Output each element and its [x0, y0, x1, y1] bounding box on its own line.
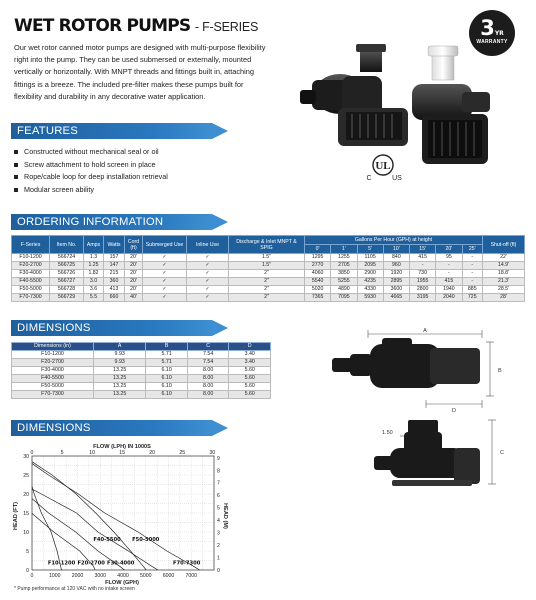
table-cell: 5540: [305, 278, 331, 286]
table-cell: F70-7300: [12, 294, 50, 302]
table-cell: 660: [104, 294, 125, 302]
curves-heading: DIMENSIONS: [11, 420, 212, 436]
warranty-years: $3^{YR}$: [480, 16, 504, 40]
right-tick-label: 8: [217, 468, 220, 475]
table-cell: 2095: [357, 262, 383, 270]
table-cell: 5.71: [146, 351, 188, 359]
table-cell: -: [462, 254, 483, 262]
table-row: [12, 383, 271, 391]
series-label: F30-4000: [107, 560, 135, 567]
col-gph-group: Gallons Per Hour (GPH) at height: [305, 236, 483, 245]
table-cell: 4060: [305, 270, 331, 278]
table-cell: 2": [229, 278, 305, 286]
table-cell: 4890: [331, 286, 357, 294]
series-label: F70-7300: [173, 560, 201, 567]
chart-y-axis-label-right: HEAD (M): [222, 503, 228, 529]
series-label: F10-1200: [47, 560, 76, 567]
top-tick-label: 10: [89, 450, 95, 456]
right-tick-label: 1: [217, 555, 220, 562]
table-cell: 7.54: [187, 359, 229, 367]
y-tick-label: 25: [23, 473, 29, 479]
table-cell: ✓: [187, 294, 229, 302]
table-row: [12, 254, 525, 262]
table-cell: 2900: [357, 270, 383, 278]
table-cell: ✓: [187, 270, 229, 278]
table-cell: ✓: [143, 262, 187, 270]
table-cell: 3.40: [229, 351, 271, 359]
table-cell: 2895: [383, 278, 409, 286]
table-cell: 1255: [331, 254, 357, 262]
table-cell: 5.71: [146, 359, 188, 367]
table-cell: 21.3': [483, 278, 525, 286]
ordering-table: [11, 235, 525, 302]
table-cell: 1.5": [229, 254, 305, 262]
table-cell: -: [462, 278, 483, 286]
dimensions-header-row: [12, 343, 271, 351]
table-cell: 2": [229, 286, 305, 294]
table-cell: 566724: [50, 254, 84, 262]
col-discharge: Discharge & Inlet MNPT & SPIG: [229, 236, 305, 254]
right-tick-label: 0: [217, 568, 220, 574]
table-cell: 20': [125, 286, 143, 294]
x-tick-label: 2000: [71, 573, 84, 579]
title-main: WET ROTOR PUMPS: [14, 16, 191, 36]
table-cell: F40-5500: [12, 375, 94, 383]
table-cell: 2705: [331, 262, 357, 270]
x-tick-label: 6000: [162, 573, 175, 579]
dim-label-c: C: [500, 450, 504, 456]
table-cell: 5.60: [229, 367, 271, 375]
features-list: [14, 146, 168, 196]
table-cell: 4330: [357, 286, 383, 294]
top-tick-label: 5: [60, 450, 64, 456]
table-cell: 2770: [305, 262, 331, 270]
table-cell: 14.9': [483, 262, 525, 270]
series-label: F40-5500: [93, 537, 121, 544]
table-cell: 3.0: [84, 278, 104, 286]
table-cell: 18.8': [483, 270, 525, 278]
right-tick-label: 6: [217, 493, 220, 500]
col-series: F-Series: [12, 236, 50, 254]
right-tick-label: 3: [217, 530, 220, 537]
table-cell: 3600: [383, 286, 409, 294]
ul-c-text: C: [366, 175, 372, 182]
table-cell: ✓: [143, 278, 187, 286]
table-cell: 960: [383, 262, 409, 270]
table-cell: 415: [436, 278, 462, 286]
table-cell: -: [462, 270, 483, 278]
table-row: [12, 359, 271, 367]
table-cell: F10-1200: [12, 254, 50, 262]
table-cell: -: [410, 262, 436, 270]
right-tick-label: 2: [217, 543, 220, 550]
table-cell: 13.25: [94, 383, 146, 391]
table-cell: 1920: [383, 270, 409, 278]
table-row: [12, 375, 271, 383]
table-cell: 1940: [436, 286, 462, 294]
right-tick-label: 4: [217, 518, 220, 525]
y-tick-label: 15: [23, 511, 29, 517]
table-row: [12, 351, 271, 359]
table-cell: 8.00: [187, 367, 229, 375]
dim-label-d: D: [452, 408, 456, 414]
table-cell: 1105: [357, 254, 383, 262]
ul-certification-mark: [361, 150, 405, 182]
series-line-f50-5000: [32, 462, 146, 570]
table-cell: ✓: [187, 262, 229, 270]
table-cell: 28': [483, 294, 525, 302]
table-cell: 2800: [410, 286, 436, 294]
col-height: 15': [410, 245, 436, 254]
table-cell: 6.10: [146, 367, 188, 375]
feature-item: Rope/cable loop for deep installation retrieval: [14, 171, 168, 184]
table-cell: 6.10: [146, 383, 188, 391]
table-cell: 566726: [50, 270, 84, 278]
page-title: [14, 16, 258, 36]
x-tick-label: 0: [30, 573, 34, 579]
dim-label-port: 1.50: [382, 430, 393, 436]
table-cell: 5.60: [229, 391, 271, 399]
table-cell: ✓: [187, 254, 229, 262]
table-cell: 157: [104, 254, 125, 262]
table-row: [12, 286, 525, 294]
table-cell: 9.93: [94, 359, 146, 367]
table-cell: ✓: [143, 254, 187, 262]
table-cell: 2": [229, 270, 305, 278]
table-cell: 566725: [50, 262, 84, 270]
table-cell: F20-2700: [12, 359, 94, 367]
table-row: [12, 391, 271, 399]
top-tick-label: 30: [209, 450, 216, 456]
pump-curve-chart: [10, 440, 230, 586]
table-cell: 1.25: [84, 262, 104, 270]
y-tick-label: 0: [26, 568, 29, 574]
table-row: [12, 367, 271, 375]
table-cell: 1.3: [84, 254, 104, 262]
y-tick-label: 20: [23, 492, 29, 498]
table-cell: 7365: [305, 294, 331, 302]
table-cell: 13.25: [94, 367, 146, 375]
table-cell: 5.5: [84, 294, 104, 302]
table-cell: 8.00: [187, 383, 229, 391]
ordering-table-body: [12, 254, 525, 302]
dim-label-a: A: [423, 328, 427, 334]
col-submerged: Submerged Use: [143, 236, 187, 254]
table-cell: 885: [462, 286, 483, 294]
table-cell: 3195: [410, 294, 436, 302]
table-cell: 28.5': [483, 286, 525, 294]
table-header-cell: Dimensions (in): [12, 343, 94, 351]
table-cell: 13.25: [94, 375, 146, 383]
table-cell: 7095: [331, 294, 357, 302]
table-cell: 13.25: [94, 391, 146, 399]
table-cell: 5930: [357, 294, 383, 302]
col-amps: Amps: [84, 236, 104, 254]
table-cell: 1.82: [84, 270, 104, 278]
top-tick-label: 25: [179, 450, 186, 456]
table-cell: 5020: [305, 286, 331, 294]
table-cell: 1.5": [229, 262, 305, 270]
col-height: 1': [331, 245, 357, 254]
table-row: [12, 294, 525, 302]
right-tick-label: 9: [217, 455, 220, 462]
feature-item: Constructed without mechanical seal or oil: [14, 146, 168, 159]
ordering-heading: ORDERING INFORMATION: [11, 214, 212, 230]
table-cell: 40': [125, 294, 143, 302]
table-cell: 8.00: [187, 375, 229, 383]
table-cell: 9.93: [94, 351, 146, 359]
table-cell: 5.60: [229, 375, 271, 383]
y-tick-label: 30: [23, 454, 29, 460]
top-tick-label: 0: [30, 450, 34, 456]
chart-grid: [32, 456, 214, 570]
table-cell: 730: [410, 270, 436, 278]
table-cell: 6.10: [146, 391, 188, 399]
x-tick-label: 1000: [48, 573, 61, 579]
table-cell: 566727: [50, 278, 84, 286]
table-cell: F20-2700: [12, 262, 50, 270]
table-cell: 95: [436, 254, 462, 262]
features-heading: FEATURES: [11, 123, 212, 139]
table-row: [12, 262, 525, 270]
table-cell: 3.40: [229, 359, 271, 367]
title-series: - F-SERIES: [194, 20, 259, 34]
table-cell: ✓: [143, 294, 187, 302]
col-item-no: Item No.: [50, 236, 84, 254]
table-cell: 2": [229, 294, 305, 302]
table-cell: 415: [410, 254, 436, 262]
table-cell: 840: [383, 254, 409, 262]
x-tick-label: 7000: [185, 573, 198, 579]
table-cell: 5.60: [229, 383, 271, 391]
table-cell: 22': [483, 254, 525, 262]
table-header-cell: B: [146, 343, 188, 351]
table-header-cell: D: [229, 343, 271, 351]
table-header-cell: A: [94, 343, 146, 351]
table-cell: ✓: [187, 278, 229, 286]
chart-x-axis-label: FLOW (GPH): [105, 580, 139, 586]
table-header-cell: C: [187, 343, 229, 351]
table-cell: 215: [104, 270, 125, 278]
col-cord: Cord (ft): [125, 236, 143, 254]
performance-footnote: * Pump performance at 120 VAC with no intake screen: [14, 586, 135, 592]
table-cell: -: [462, 262, 483, 270]
pump-dimension-diagram: [330, 328, 530, 576]
table-cell: -: [436, 262, 462, 270]
series-label: F20-2700: [77, 560, 105, 567]
col-height: 0': [305, 245, 331, 254]
ul-us-text: US: [392, 175, 402, 182]
table-row: [12, 270, 525, 278]
table-cell: 3.6: [84, 286, 104, 294]
table-cell: ✓: [187, 286, 229, 294]
intro-paragraph: Our wet rotor canned motor pumps are designed with multi-purpose flexibility right into the pump. They can be used submersed or externally, mounted vertically or horizontally. With MNPT threads and fittings built in, attaching fittings is a breeze. The included pre-filter makes these pumps built for flexibility and durability in any decorative water application.: [14, 43, 266, 101]
ul-text: UL: [375, 160, 391, 172]
series-label: F50-5000: [132, 537, 160, 544]
table-cell: 7.54: [187, 351, 229, 359]
chart-top-axis-label: FLOW (LPH) IN 1000S: [93, 444, 151, 450]
table-cell: 360: [104, 278, 125, 286]
top-tick-label: 20: [149, 450, 156, 456]
warranty-label: WARRANTY: [476, 39, 508, 45]
table-cell: 725: [462, 294, 483, 302]
table-cell: 20': [125, 254, 143, 262]
x-tick-label: 5000: [139, 573, 152, 579]
table-cell: F30-4000: [12, 367, 94, 375]
table-cell: F50-5000: [12, 286, 50, 294]
dim-label-b: B: [498, 368, 502, 374]
table-cell: 566728: [50, 286, 84, 294]
feature-item: Screw attachment to hold screen in place: [14, 159, 168, 172]
right-tick-label: 5: [217, 505, 220, 512]
table-cell: 8.00: [187, 391, 229, 399]
col-shutoff: Shut-off (ft): [483, 236, 525, 254]
table-cell: F30-4000: [12, 270, 50, 278]
table-cell: 147: [104, 262, 125, 270]
table-cell: 4235: [357, 278, 383, 286]
table-cell: 566729: [50, 294, 84, 302]
table-cell: 20': [125, 262, 143, 270]
feature-item: Modular screen ability: [14, 184, 168, 197]
col-height: 5': [357, 245, 383, 254]
table-cell: F40-5500: [12, 278, 50, 286]
table-cell: 413: [104, 286, 125, 294]
table-cell: F70-7300: [12, 391, 94, 399]
dimensions-table-body: [12, 351, 271, 399]
x-tick-label: 4000: [117, 573, 129, 579]
col-inline: Inline Use: [187, 236, 229, 254]
table-cell: 3850: [331, 270, 357, 278]
chart-series: [32, 462, 201, 570]
y-tick-label: 10: [23, 530, 29, 536]
table-cell: 4665: [383, 294, 409, 302]
table-cell: 5255: [331, 278, 357, 286]
dimensions-table: [11, 342, 271, 399]
table-cell: 2040: [436, 294, 462, 302]
table-cell: 6.10: [146, 375, 188, 383]
chart-y-axis-label-left: HEAD (FT): [13, 502, 19, 530]
series-line-f70-7300: [32, 464, 200, 570]
table-cell: F50-5000: [12, 383, 94, 391]
table-cell: 1295: [305, 254, 331, 262]
table-cell: -: [436, 270, 462, 278]
y-tick-label: 5: [26, 549, 29, 555]
table-cell: F10-1200: [12, 351, 94, 359]
table-cell: 20': [125, 270, 143, 278]
series-line-f30-4000: [32, 499, 124, 570]
col-height: 10': [383, 245, 409, 254]
col-height: 25': [462, 245, 483, 254]
dimensions-heading: DIMENSIONS: [11, 320, 212, 336]
col-height: 20': [436, 245, 462, 254]
right-tick-label: 7: [217, 480, 220, 487]
table-row: [12, 278, 525, 286]
table-cell: 20': [125, 278, 143, 286]
col-watts: Watts: [104, 236, 125, 254]
table-cell: ✓: [143, 286, 187, 294]
table-cell: 1955: [410, 278, 436, 286]
top-tick-label: 15: [119, 450, 126, 456]
x-tick-label: 3000: [94, 573, 107, 579]
series-line-f10-1200: [32, 486, 62, 570]
table-cell: ✓: [143, 270, 187, 278]
